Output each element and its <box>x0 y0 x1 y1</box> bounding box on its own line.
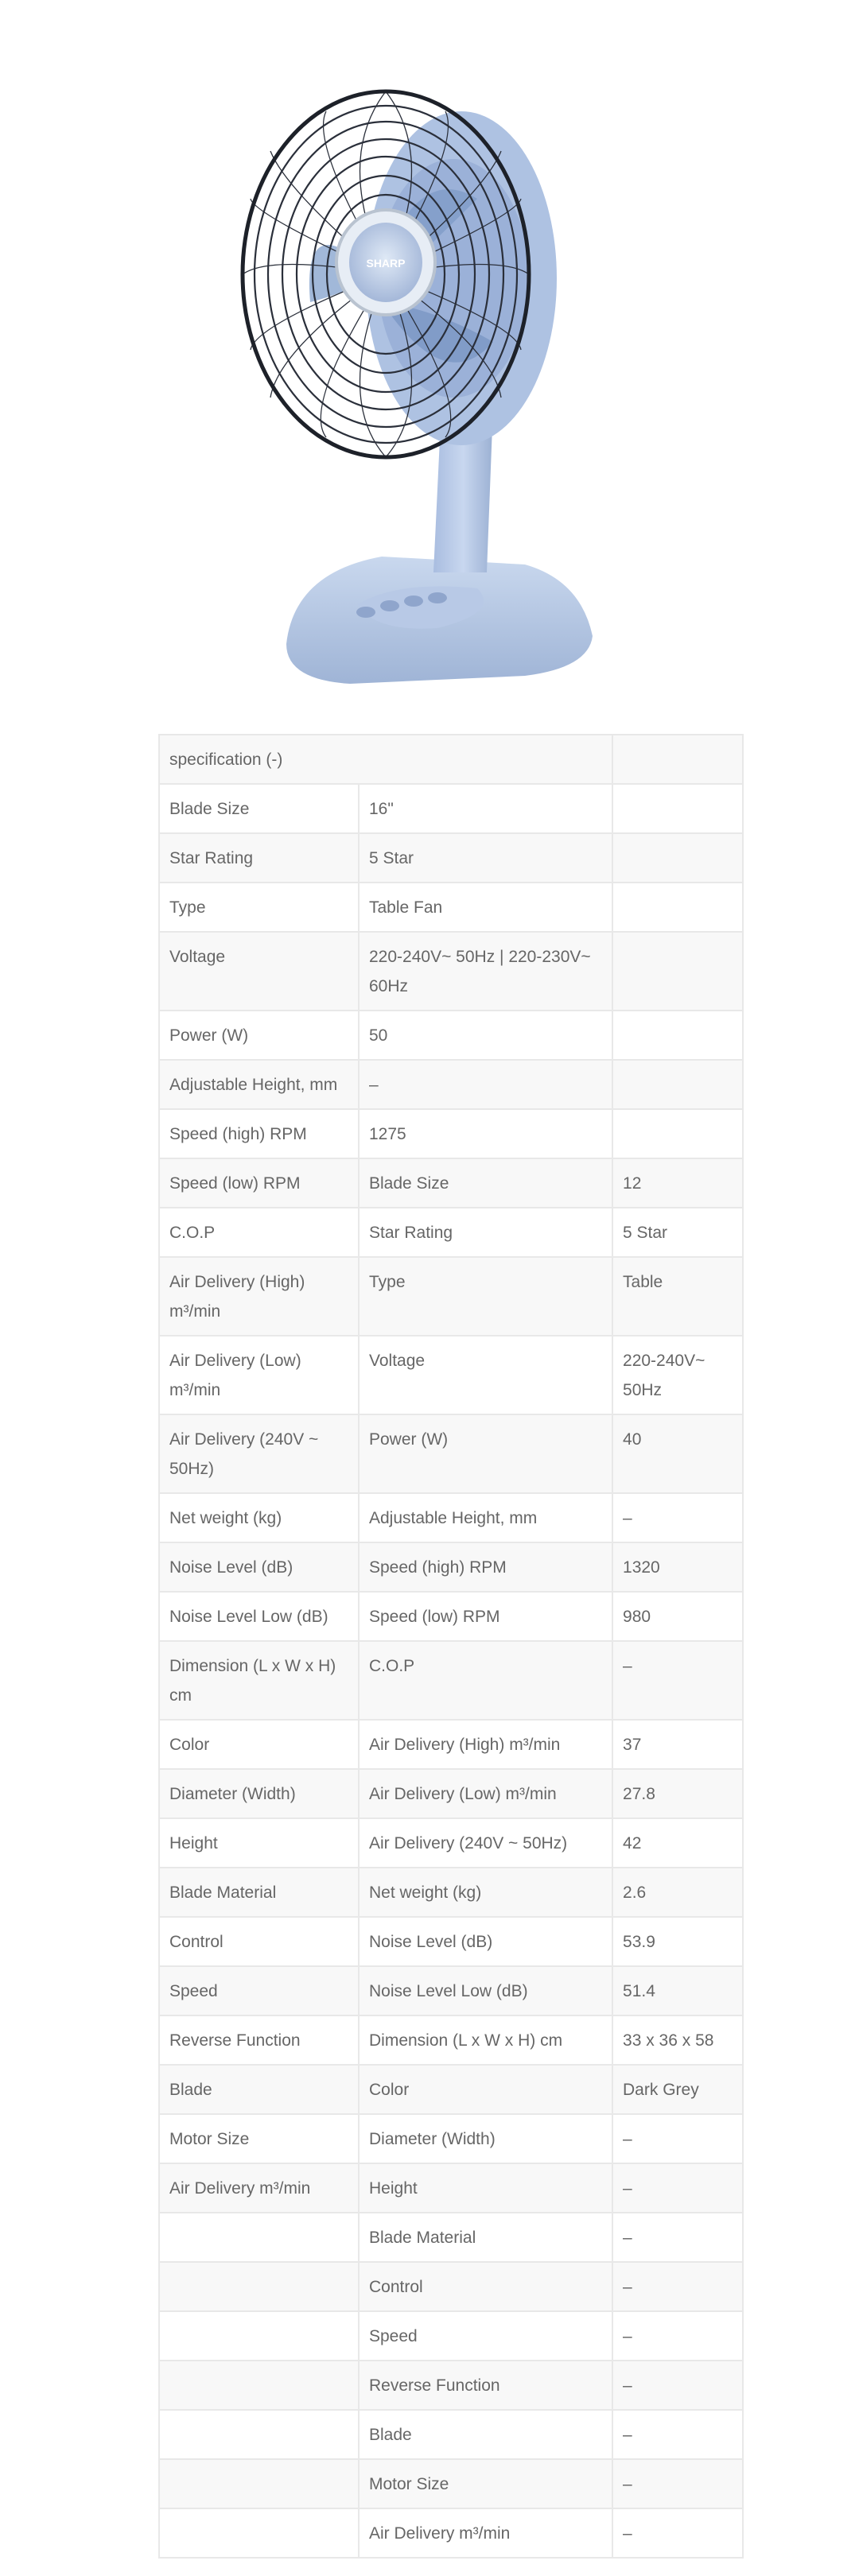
table-cell: Dark Grey <box>612 2065 743 2114</box>
table-cell: Reverse Function <box>159 2015 359 2065</box>
table-row <box>159 1769 743 1818</box>
table-cell: 12 <box>612 1158 743 1208</box>
table-cell: Air Delivery (Low) m³/min <box>159 1336 359 1414</box>
table-row <box>159 1208 743 1257</box>
table-cell: Table Fan <box>359 883 612 932</box>
table-cell: 27.8 <box>612 1769 743 1818</box>
table-row <box>159 2508 743 2558</box>
table-row <box>159 1917 743 1966</box>
table-cell: Motor Size <box>159 2114 359 2163</box>
table-cell: Air Delivery (High) m³/min <box>359 1720 612 1769</box>
table-cell: – <box>612 2262 743 2311</box>
table-cell: – <box>612 2311 743 2361</box>
table-cell: 1275 <box>359 1109 612 1158</box>
table-cell: Height <box>159 1818 359 1868</box>
table-cell: Power (W) <box>159 1011 359 1060</box>
table-cell: Noise Level Low (dB) <box>359 1966 612 2015</box>
table-cell: Noise Level (dB) <box>359 1917 612 1966</box>
table-cell: Air Delivery (240V ~ 50Hz) <box>359 1818 612 1868</box>
table-cell: – <box>612 1493 743 1542</box>
table-row <box>159 1966 743 2015</box>
table-row <box>159 1818 743 1868</box>
table-cell: 220-240V~ 50Hz | 220-230V~ 60Hz <box>359 932 612 1011</box>
table-row <box>159 1109 743 1158</box>
table-row <box>159 1257 743 1336</box>
table-cell: Noise Level (dB) <box>159 1542 359 1592</box>
table-cell: – <box>612 2410 743 2459</box>
table-cell: Blade Size <box>159 784 359 833</box>
table-header-empty-cell <box>612 735 743 784</box>
table-cell <box>612 833 743 883</box>
table-cell: 42 <box>612 1818 743 1868</box>
table-cell: 5 Star <box>612 1208 743 1257</box>
table-row <box>159 1414 743 1493</box>
table-cell <box>159 2262 359 2311</box>
table-cell: 16" <box>359 784 612 833</box>
table-row <box>159 2213 743 2262</box>
table-row <box>159 1336 743 1414</box>
table-cell: Control <box>359 2262 612 2311</box>
table-cell <box>612 1109 743 1158</box>
table-cell: Dimension (L x W x H) cm <box>359 2015 612 2065</box>
table-row <box>159 2114 743 2163</box>
table-cell: Blade <box>359 2410 612 2459</box>
table-cell: – <box>612 2459 743 2508</box>
table-row <box>159 1641 743 1720</box>
table-cell: Speed (low) RPM <box>159 1158 359 1208</box>
table-cell: 5 Star <box>359 833 612 883</box>
table-cell: Star Rating <box>159 833 359 883</box>
table-cell: 980 <box>612 1592 743 1641</box>
table-cell: Air Delivery m³/min <box>359 2508 612 2558</box>
table-row <box>159 784 743 833</box>
table-cell: Blade Material <box>359 2213 612 2262</box>
table-cell: Air Delivery (240V ~ 50Hz) <box>159 1414 359 1493</box>
table-header-row <box>159 735 743 784</box>
table-row <box>159 1720 743 1769</box>
table-cell: Speed (low) RPM <box>359 1592 612 1641</box>
table-cell: 50 <box>359 1011 612 1060</box>
table-cell: Air Delivery (Low) m³/min <box>359 1769 612 1818</box>
table-row <box>159 2015 743 2065</box>
table-row <box>159 2311 743 2361</box>
table-cell: C.O.P <box>159 1208 359 1257</box>
table-cell: Speed (high) RPM <box>159 1109 359 1158</box>
table-row <box>159 1060 743 1109</box>
table-cell: Speed <box>359 2311 612 2361</box>
table-cell: Color <box>359 2065 612 2114</box>
table-cell: 220-240V~ 50Hz <box>612 1336 743 1414</box>
table-cell <box>159 2459 359 2508</box>
table-cell: 53.9 <box>612 1917 743 1966</box>
table-cell: Blade <box>159 2065 359 2114</box>
table-cell: Blade Size <box>359 1158 612 1208</box>
table-cell: Adjustable Height, mm <box>159 1060 359 1109</box>
table-cell: Motor Size <box>359 2459 612 2508</box>
table-cell <box>159 2508 359 2558</box>
table-cell: Type <box>359 1257 612 1336</box>
table-cell: Dimension (L x W x H) cm <box>159 1641 359 1720</box>
table-cell: Type <box>159 883 359 932</box>
table-row <box>159 932 743 1011</box>
table-cell: Power (W) <box>359 1414 612 1493</box>
table-cell: Control <box>159 1917 359 1966</box>
table-cell: Reverse Function <box>359 2361 612 2410</box>
table-cell <box>612 932 743 1011</box>
table-cell: – <box>359 1060 612 1109</box>
table-cell: Air Delivery m³/min <box>159 2163 359 2213</box>
table-cell: – <box>612 2163 743 2213</box>
table-cell: – <box>612 1641 743 1720</box>
table-cell <box>612 784 743 833</box>
table-cell: – <box>612 2508 743 2558</box>
table-row <box>159 1011 743 1060</box>
table-cell <box>159 2361 359 2410</box>
table-cell: Adjustable Height, mm <box>359 1493 612 1542</box>
table-cell: Height <box>359 2163 612 2213</box>
table-cell: Diameter (Width) <box>159 1769 359 1818</box>
table-cell: Voltage <box>359 1336 612 1414</box>
table-cell: 2.6 <box>612 1868 743 1917</box>
table-row <box>159 2163 743 2213</box>
table-cell: Net weight (kg) <box>159 1493 359 1542</box>
table-cell: – <box>612 2114 743 2163</box>
table-cell <box>612 1011 743 1060</box>
table-cell <box>159 2213 359 2262</box>
table-row <box>159 833 743 883</box>
table-header-cell: specification (-) <box>159 735 612 784</box>
table-cell: Blade Material <box>159 1868 359 1917</box>
table-cell: 37 <box>612 1720 743 1769</box>
table-cell: Diameter (Width) <box>359 2114 612 2163</box>
table-cell <box>159 2311 359 2361</box>
table-cell: Star Rating <box>359 1208 612 1257</box>
table-cell: 51.4 <box>612 1966 743 2015</box>
table-cell <box>612 1060 743 1109</box>
table-cell: Air Delivery (High) m³/min <box>159 1257 359 1336</box>
table-cell: 1320 <box>612 1542 743 1592</box>
table-cell: Net weight (kg) <box>359 1868 612 1917</box>
table-cell: Speed <box>159 1966 359 2015</box>
table-cell: C.O.P <box>359 1641 612 1720</box>
table-cell: Table <box>612 1257 743 1336</box>
table-cell <box>159 2410 359 2459</box>
table-cell: 40 <box>612 1414 743 1493</box>
table-cell: Color <box>159 1720 359 1769</box>
table-cell: 33 x 36 x 58 <box>612 2015 743 2065</box>
table-row <box>159 1158 743 1208</box>
table-cell: Voltage <box>159 932 359 1011</box>
table-row <box>159 2410 743 2459</box>
table-row <box>159 2262 743 2311</box>
specification-table-body <box>159 735 743 2558</box>
table-row <box>159 2065 743 2114</box>
table-row <box>159 1868 743 1917</box>
table-row <box>159 2459 743 2508</box>
table-cell: – <box>612 2213 743 2262</box>
table-row <box>159 883 743 932</box>
table-row <box>159 2361 743 2410</box>
table-cell <box>612 883 743 932</box>
table-row <box>159 1493 743 1542</box>
table-row <box>159 1592 743 1641</box>
table-cell: Noise Level Low (dB) <box>159 1592 359 1641</box>
table-row <box>159 1542 743 1592</box>
table-fan-image <box>239 64 620 700</box>
table-cell: Speed (high) RPM <box>359 1542 612 1592</box>
table-cell: – <box>612 2361 743 2410</box>
brand-logo: SHARP <box>366 257 406 270</box>
specification-table <box>158 734 744 2559</box>
